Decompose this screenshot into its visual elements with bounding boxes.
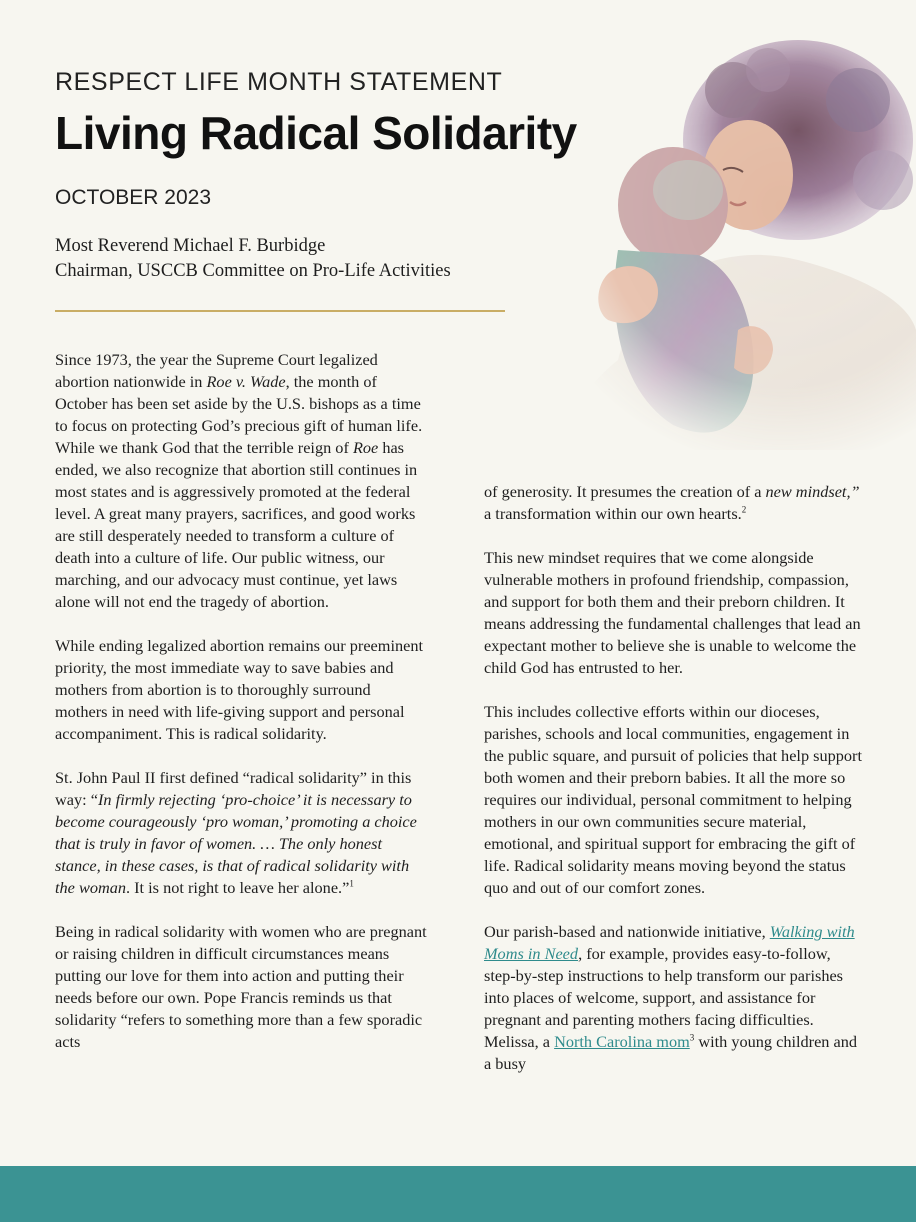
paragraph: While ending legalized abortion remains our preeminent priority, the most immediate way to save babies and mothers from abortion is to thoroughly surround mothers in need with life-giving support and personal accompaniment. This is radical solidarity. bbox=[55, 636, 424, 743]
mother-kissing-baby-illustration bbox=[498, 30, 916, 450]
paragraph: This includes collective efforts within our dioceses, parishes, schools and local communities, engagement in the public square, and pursuit of policies that help support both women and their preborn babies. It all the more so requires our individual, personal commitment to helping mothers in our own communities secure material, emotional, and spiritual support for embracing the gift of life. Radical solidarity means moving beyond the status quo and out of our comfort zones. bbox=[484, 702, 863, 897]
paragraph: Being in radical solidarity with women who are pregnant or raising children in difficult circumstances means putting our love for them into action and putting their needs before our own. Pope Francis reminds us that solidarity “refers to something more than a few sporadic acts bbox=[55, 922, 427, 1051]
walking-with-moms-link[interactable]: Walking with Moms in Need bbox=[484, 922, 855, 963]
statement-date: OCTOBER 2023 bbox=[55, 186, 212, 209]
footnote-ref: 1 bbox=[349, 878, 354, 889]
paragraph: of generosity. It presumes the creation of a new mindset,” a transformation within our own hearts.$^2$ bbox=[484, 482, 860, 523]
statement-kicker: RESPECT LIFE MONTH STATEMENT bbox=[55, 68, 503, 96]
paragraph: Since 1973, the year the Supreme Court legalized abortion nationwide in Roe v. Wade, the month of October has been set aside by the U.S. bishops as a time to focus on protecting God’s precious gift of human life. While we thank God that the terrible reign of Roe has ended, we also recognize that abortion still continues in most states and is aggressively promoted at the federal level. A great many prayers, sacrifices, and good works are still desperately needed to transform a culture of death into a culture of life. Our public witness, our marching, and our advocacy must continue, yet laws alone will not end the tragedy of abortion. bbox=[55, 350, 423, 611]
paragraph: St. John Paul II first defined “radical solidarity” in this way: “In firmly rejecting ‘pro-choice’ it is necessary to become courageously ‘pro woman,’ promoting a choice that is truly in favor of women. … The only honest stance, in these cases, is that of radical solidarity with the woman. It is not right to leave her alone.”$^1$ bbox=[55, 768, 417, 897]
footnote-ref: 2 bbox=[741, 504, 747, 515]
author-role: Chairman, USCCB Committee on Pro-Life Activities bbox=[55, 261, 451, 281]
paragraph: This new mindset requires that we come alongside vulnerable mothers in profound friendship, compassion, and support for both them and their preborn children. It means addressing the fundamental challenges that lead an expectant mother to believe she is unable to welcome the child God has entrusted to her. bbox=[484, 548, 861, 677]
body-column-right bbox=[484, 481, 864, 1097]
author-name: Most Reverend Michael F. Burbidge bbox=[55, 236, 326, 256]
footer-bar bbox=[0, 1166, 916, 1222]
author-block bbox=[55, 234, 451, 284]
header-divider bbox=[55, 310, 505, 312]
paragraph: Our parish-based and nationwide initiative, Walking with Moms in Need, for example, provides easy-to-follow, step-by-step instructions to help transform our parishes into places of welcome, support, and assistance for pregnant and parenting mothers facing difficulties. Melissa, a North Carolina mom$^3$ with young children and a busy bbox=[484, 922, 858, 1073]
body-column-left bbox=[55, 349, 427, 1075]
footnote-ref: 3 bbox=[689, 1032, 695, 1043]
page-title: Living Radical Solidarity bbox=[55, 107, 577, 159]
north-carolina-mom-link[interactable]: North Carolina mom bbox=[554, 1032, 690, 1051]
